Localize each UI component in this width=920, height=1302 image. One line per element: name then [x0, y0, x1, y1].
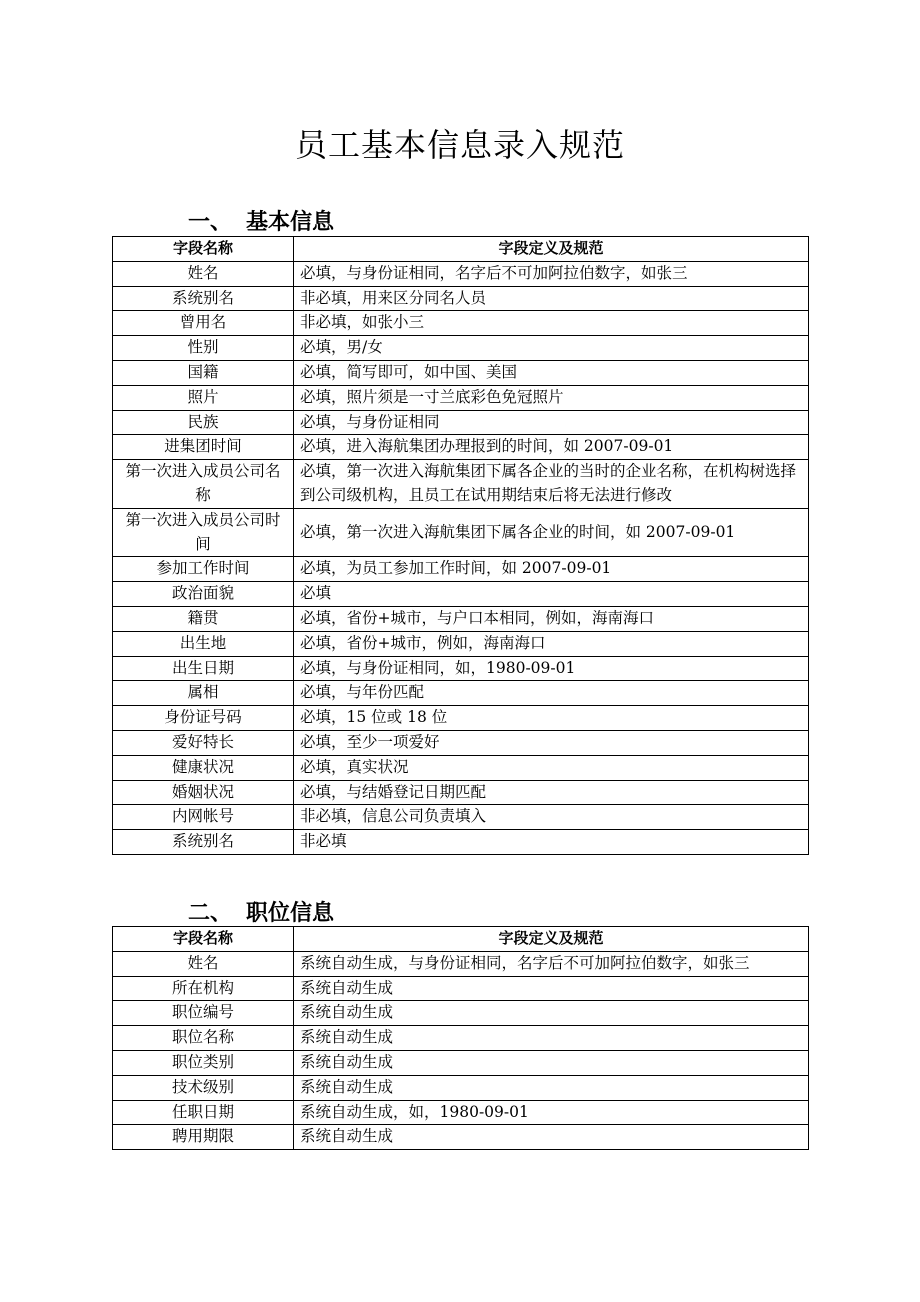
field-name-cell: 性别: [113, 336, 294, 361]
field-name-cell: 聘用期限: [113, 1125, 294, 1150]
field-name-cell: 任职日期: [113, 1100, 294, 1125]
field-name-cell: 参加工作时间: [113, 557, 294, 582]
field-definition-cell: 系统自动生成: [294, 1125, 809, 1150]
table-row: [113, 1050, 809, 1075]
table-row: [113, 1100, 809, 1125]
field-definition-cell: 必填，15 位或 18 位: [294, 706, 809, 731]
table-row: [113, 805, 809, 830]
basic-info-table: [112, 236, 809, 855]
section-title: 基本信息: [246, 210, 335, 235]
field-definition-cell: 非必填，信息公司负责填入: [294, 805, 809, 830]
field-name-cell: 进集团时间: [113, 435, 294, 460]
section-heading-basic-info: [188, 205, 334, 236]
table-row: [113, 730, 809, 755]
table-header-row: [113, 237, 809, 262]
table-row: [113, 780, 809, 805]
field-definition-cell: 必填，进入海航集团办理报到的时间，如 2007-09-01: [294, 435, 809, 460]
table-row: [113, 951, 809, 976]
table-row: [113, 1001, 809, 1026]
field-definition-cell: 必填，省份+城市，与户口本相同，例如，海南海口: [294, 606, 809, 631]
field-definition-cell: 必填: [294, 582, 809, 607]
field-name-cell: 第一次进入成员公司名称: [113, 460, 294, 509]
document-title: 员工基本信息录入规范: [294, 126, 625, 164]
field-definition-cell: 必填，省份+城市，例如，海南海口: [294, 631, 809, 656]
field-name-cell: 出生日期: [113, 656, 294, 681]
field-name-cell: 照片: [113, 385, 294, 410]
field-definition-cell: 必填，与身份证相同，如，1980-09-01: [294, 656, 809, 681]
field-name-cell: 民族: [113, 410, 294, 435]
field-definition-cell: 非必填，用来区分同名人员: [294, 286, 809, 311]
field-name-cell: 婚姻状况: [113, 780, 294, 805]
field-definition-cell: 必填，简写即可，如中国、美国: [294, 360, 809, 385]
table-row: [113, 311, 809, 336]
section-number: 一、: [188, 210, 233, 235]
table-row: [113, 631, 809, 656]
table-row: [113, 1125, 809, 1150]
field-name-cell: 系统别名: [113, 830, 294, 855]
field-name-cell: 出生地: [113, 631, 294, 656]
field-definition-cell: 系统自动生成: [294, 1026, 809, 1051]
field-definition-cell: 必填，男/女: [294, 336, 809, 361]
table-row: [113, 508, 809, 557]
section-title: 职位信息: [246, 901, 335, 926]
field-definition-cell: 必填，真实状况: [294, 755, 809, 780]
field-definition-cell: 必填，第一次进入海航集团下属各企业的时间，如 2007-09-01: [294, 508, 809, 557]
field-definition-cell: 系统自动生成: [294, 976, 809, 1001]
table-row: [113, 410, 809, 435]
field-definition-cell: 系统自动生成，与身份证相同，名字后不可加阿拉伯数字，如张三: [294, 951, 809, 976]
field-definition-cell: 非必填: [294, 830, 809, 855]
table-row: [113, 606, 809, 631]
field-name-cell: 属相: [113, 681, 294, 706]
table-row: [113, 460, 809, 509]
table-row: [113, 360, 809, 385]
field-definition-cell: 必填，与结婚登记日期匹配: [294, 780, 809, 805]
table-row: [113, 755, 809, 780]
field-definition-cell: 必填，与身份证相同，名字后不可加阿拉伯数字，如张三: [294, 261, 809, 286]
table-row: [113, 1026, 809, 1051]
field-name-cell: 爱好特长: [113, 730, 294, 755]
column-header-field-name: 字段名称: [113, 927, 294, 952]
field-name-cell: 身份证号码: [113, 706, 294, 731]
field-name-cell: 姓名: [113, 261, 294, 286]
field-name-cell: 第一次进入成员公司时间: [113, 508, 294, 557]
field-name-cell: 职位类别: [113, 1050, 294, 1075]
field-name-cell: 系统别名: [113, 286, 294, 311]
field-definition-cell: 系统自动生成: [294, 1075, 809, 1100]
field-name-cell: 健康状况: [113, 755, 294, 780]
section-heading-position-info: [188, 896, 334, 927]
position-info-table: [112, 926, 809, 1150]
field-name-cell: 国籍: [113, 360, 294, 385]
field-definition-cell: 必填，为员工参加工作时间，如 2007-09-01: [294, 557, 809, 582]
field-name-cell: 职位名称: [113, 1026, 294, 1051]
column-header-field-name: 字段名称: [113, 237, 294, 262]
table-row: [113, 976, 809, 1001]
section-number: 二、: [188, 901, 233, 926]
field-definition-cell: 系统自动生成: [294, 1050, 809, 1075]
table-row: [113, 286, 809, 311]
table-row: [113, 656, 809, 681]
table-row: [113, 1075, 809, 1100]
table-header-row: [113, 927, 809, 952]
field-name-cell: 姓名: [113, 951, 294, 976]
field-definition-cell: 必填，与身份证相同: [294, 410, 809, 435]
table-row: [113, 706, 809, 731]
field-definition-cell: 必填，与年份匹配: [294, 681, 809, 706]
table-row: [113, 435, 809, 460]
field-definition-cell: 系统自动生成，如，1980-09-01: [294, 1100, 809, 1125]
table-row: [113, 681, 809, 706]
field-definition-cell: 非必填，如张小三: [294, 311, 809, 336]
field-definition-cell: 必填，至少一项爱好: [294, 730, 809, 755]
table-row: [113, 557, 809, 582]
table-row: [113, 385, 809, 410]
field-name-cell: 曾用名: [113, 311, 294, 336]
field-name-cell: 职位编号: [113, 1001, 294, 1026]
field-definition-cell: 系统自动生成: [294, 1001, 809, 1026]
column-header-definition: 字段定义及规范: [294, 237, 809, 262]
field-name-cell: 所在机构: [113, 976, 294, 1001]
column-header-definition: 字段定义及规范: [294, 927, 809, 952]
field-name-cell: 内网帐号: [113, 805, 294, 830]
field-name-cell: 技术级别: [113, 1075, 294, 1100]
field-definition-cell: 必填，照片须是一寸兰底彩色免冠照片: [294, 385, 809, 410]
field-name-cell: 政治面貌: [113, 582, 294, 607]
table-row: [113, 830, 809, 855]
field-definition-cell: 必填，第一次进入海航集团下属各企业的当时的企业名称，在机构树选择到公司级机构，且员工在试用期结束后将无法进行修改: [294, 460, 809, 509]
table-row: [113, 336, 809, 361]
field-name-cell: 籍贯: [113, 606, 294, 631]
table-row: [113, 582, 809, 607]
table-row: [113, 261, 809, 286]
